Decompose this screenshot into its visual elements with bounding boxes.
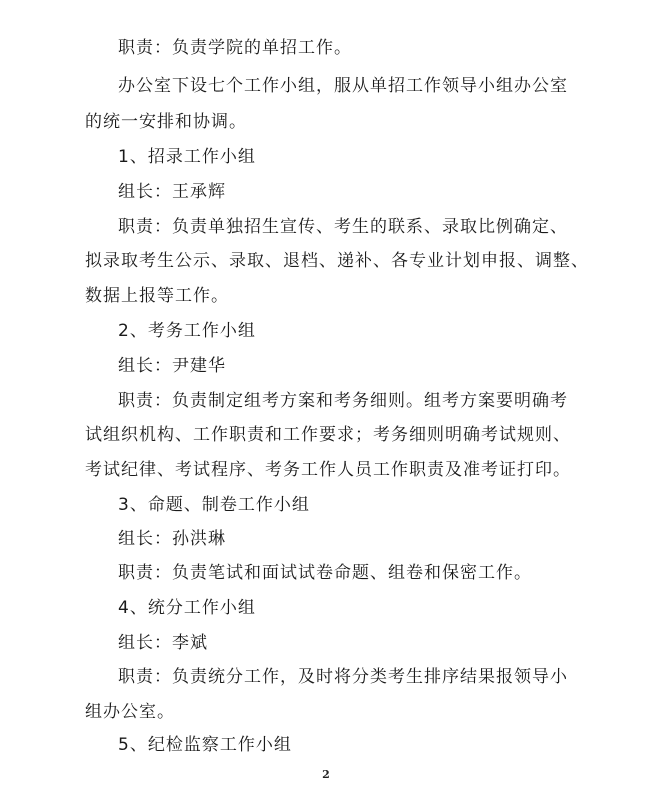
text-line: 拟录取考生公示、录取、退档、递补、各专业计划申报、调整、 (85, 251, 589, 271)
text-line: 职责：负责统分工作，及时将分类考生排序结果报领导小 (118, 667, 568, 687)
section-heading: 2、考务工作小组 (118, 321, 256, 341)
text-line: 试组织机构、工作职责和工作要求；考务细则明确考试规则、 (85, 425, 571, 445)
text-line: 职责：负责笔试和面试试卷命题、组卷和保密工作。 (118, 563, 532, 583)
page-number: 2 (322, 768, 330, 781)
section-heading: 1、招录工作小组 (118, 147, 256, 167)
text-line: 职责：负责学院的单招工作。 (118, 38, 352, 58)
text-line: 办公室下设七个工作小组，服从单招工作领导小组办公室 (118, 76, 568, 96)
text-line: 组长：王承辉 (118, 182, 226, 202)
text-line: 组长：李斌 (118, 633, 208, 653)
text-line: 组长：孙洪琳 (118, 529, 226, 549)
text-line: 组办公室。 (85, 702, 175, 722)
section-heading: 4、统分工作小组 (118, 598, 256, 618)
text-line: 考试纪律、考试程序、考务工作人员工作职责及准考证打印。 (85, 460, 571, 480)
section-heading: 3、命题、制卷工作小组 (118, 495, 310, 515)
text-line: 职责：负责制定组考方案和考务细则。组考方案要明确考 (118, 391, 568, 411)
text-line: 的统一安排和协调。 (85, 112, 247, 132)
text-line: 职责：负责单独招生宣传、考生的联系、录取比例确定、 (118, 217, 568, 237)
text-line: 组长：尹建华 (118, 356, 226, 376)
text-line: 数据上报等工作。 (85, 286, 229, 306)
section-heading: 5、纪检监察工作小组 (118, 735, 292, 755)
